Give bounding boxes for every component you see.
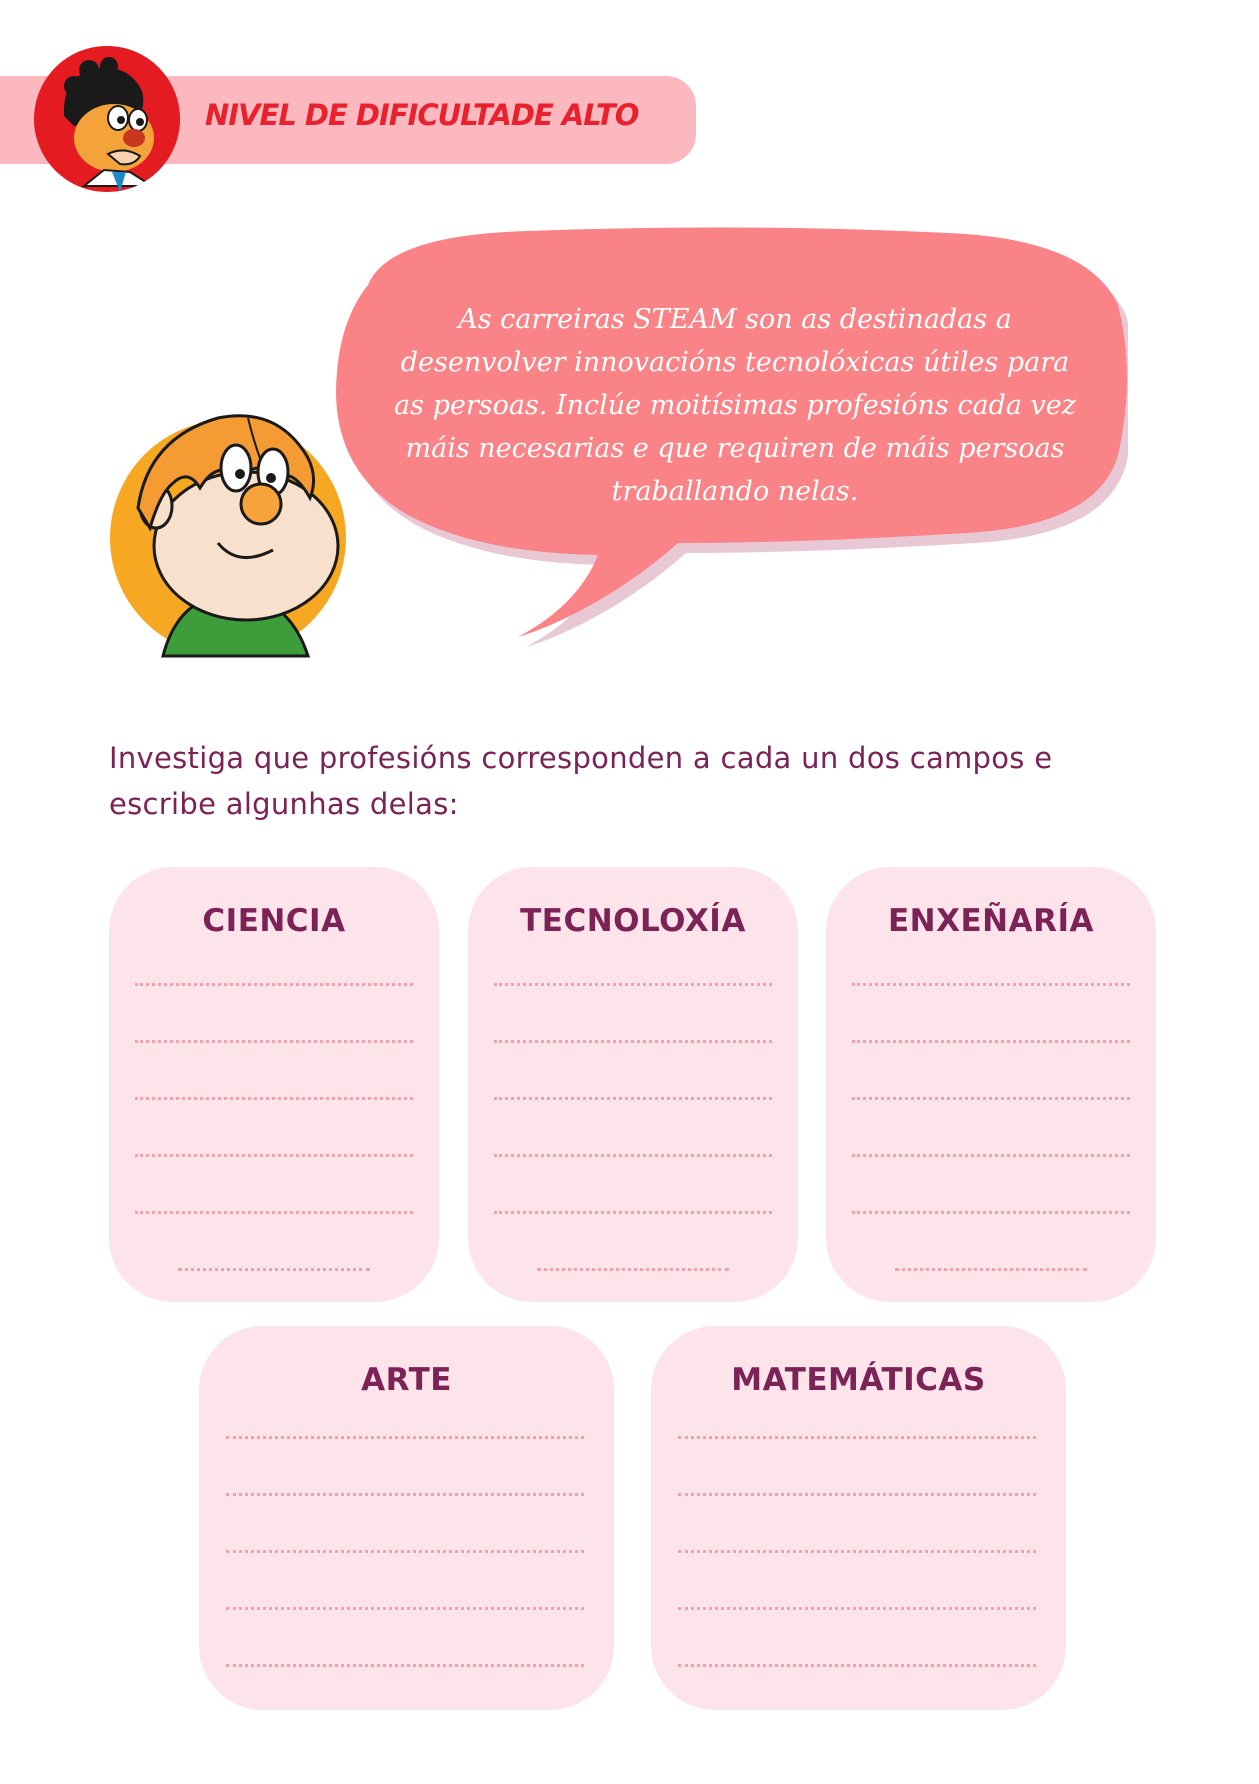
answer-line[interactable] xyxy=(494,1040,772,1043)
answer-line[interactable] xyxy=(178,1268,370,1271)
answer-line[interactable] xyxy=(537,1268,729,1271)
answer-line[interactable] xyxy=(494,1211,772,1214)
answer-line[interactable] xyxy=(852,983,1130,986)
answer-line[interactable] xyxy=(135,1040,413,1043)
answer-line[interactable] xyxy=(494,983,772,986)
answer-line[interactable] xyxy=(226,1436,584,1439)
boy-character-icon xyxy=(108,398,348,662)
card-ciencia xyxy=(109,867,439,1302)
answer-line[interactable] xyxy=(895,1268,1087,1271)
instructions-text: Investiga que profesións corresponden a cada un dos campos e escribe algunhas delas: xyxy=(109,741,1053,821)
answer-line[interactable] xyxy=(226,1664,584,1667)
answer-line[interactable] xyxy=(226,1493,584,1496)
answer-line[interactable] xyxy=(135,1211,413,1214)
card-title: MATEMÁTICAS xyxy=(731,1362,986,1398)
answer-line[interactable] xyxy=(678,1607,1036,1610)
header-title: NIVEL DE DIFICULTADE ALTO xyxy=(205,98,639,132)
answer-line[interactable] xyxy=(678,1550,1036,1553)
answer-line[interactable] xyxy=(678,1436,1036,1439)
answer-line[interactable] xyxy=(852,1040,1130,1043)
answer-line[interactable] xyxy=(678,1664,1036,1667)
girl-character-icon xyxy=(34,46,180,192)
card-title: TECNOLOXÍA xyxy=(520,903,746,939)
answer-line[interactable] xyxy=(852,1211,1130,1214)
card-title: ENXEÑARÍA xyxy=(887,903,1095,939)
answer-line[interactable] xyxy=(135,1097,413,1100)
card-title: CIENCIA xyxy=(202,903,346,939)
card-arte xyxy=(199,1326,614,1710)
card-tecnoloxia xyxy=(468,867,798,1302)
answer-line[interactable] xyxy=(678,1493,1036,1496)
answer-line[interactable] xyxy=(852,1154,1130,1157)
speech-text: As carreiras STEAM son as destinadas a desenvolver innovacións tecnolóxicas útiles para as persoas. Inclúe moitísimas profesións cada vez máis necesarias e que requiren de máis persoas traballando nelas. xyxy=(394,304,1076,507)
answer-line[interactable] xyxy=(226,1607,584,1610)
card-title: ARTE xyxy=(361,1362,452,1398)
card-matematicas xyxy=(651,1326,1066,1710)
answer-line[interactable] xyxy=(226,1550,584,1553)
answer-line[interactable] xyxy=(494,1097,772,1100)
card-enxenaria xyxy=(826,867,1156,1302)
answer-line[interactable] xyxy=(135,1154,413,1157)
answer-line[interactable] xyxy=(852,1097,1130,1100)
answer-line[interactable] xyxy=(135,983,413,986)
answer-line[interactable] xyxy=(494,1154,772,1157)
